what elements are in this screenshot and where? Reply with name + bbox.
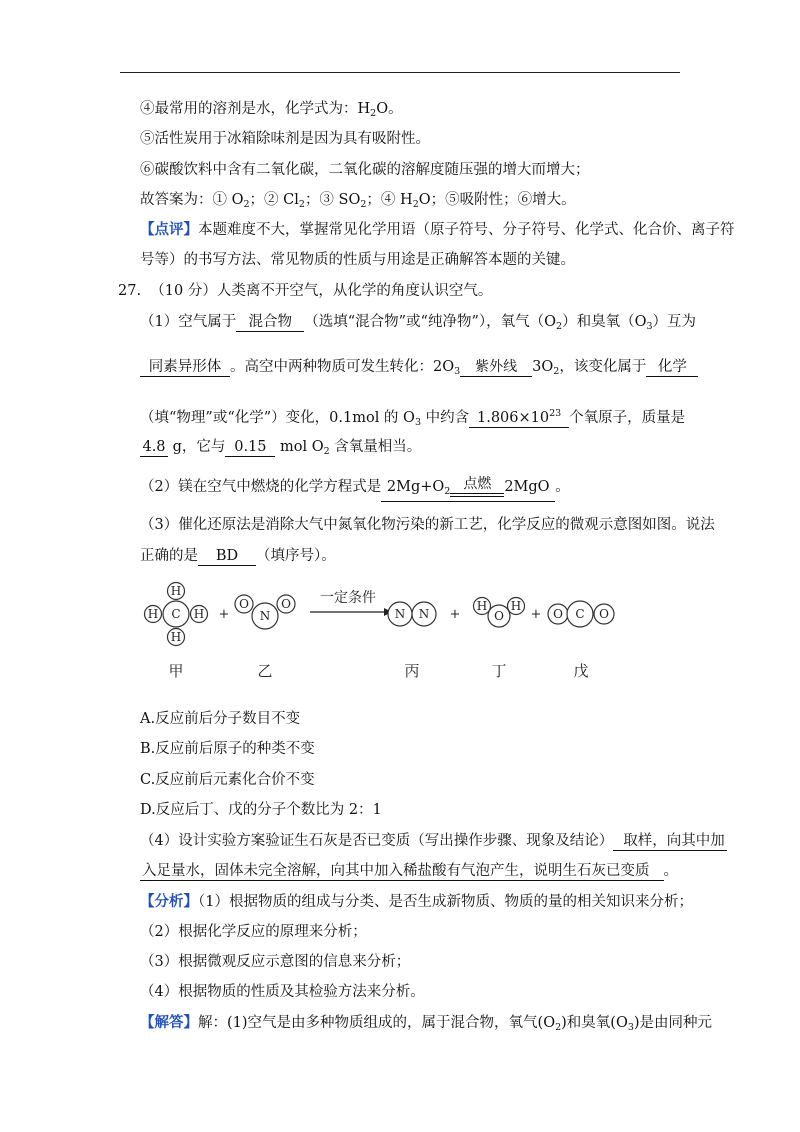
svg-text:N: N [394,607,406,621]
text-line-soda: ⑥碳酸饮料中含有二氧化碳，二氧化碳的溶解度随压强的增大而增大； [140,162,590,178]
svg-text:C: C [575,607,585,621]
label-ding: 丁 [491,662,507,680]
svg-text:N: N [259,609,271,623]
svg-text:+: + [530,607,542,622]
analysis-line-2: （2）根据化学反应的原理来分析； [140,924,367,940]
svg-text:O: O [553,607,563,621]
reaction-diagram [140,576,660,686]
reaction-arrow-uv: 紫外线 [460,359,532,377]
option-d: D.反应后丁、戊的分子个数比为 2：1 [140,802,382,818]
answer-blank-lime-2: 入足量水，固体未完全溶解，向其中加入稀盐酸有气泡产生，说明生石灰已变质 [140,862,664,881]
analysis-tag: 【分析】 [140,893,198,910]
reaction-condition-ignite: 点燃 [450,476,504,497]
option-c: C.反应前后元素化合价不变 [140,772,315,788]
q1-line-3: （填“物理”或“化学”）变化，0.1mol 的 $O_3$ 中约含 $1.806\times 10^{23}$ 个氧原子，质量是 [140,405,685,434]
molecule-nitrogen-dioxide [235,595,295,629]
molecule-water [474,598,525,628]
q3-line-1: （3）催化还原法是消除大气中氮氧化物污染的新工艺，化学反应的微观示意图如图。说法 [140,517,715,533]
q3-line-2: 正确的是 BD （填序号）。 [140,548,336,564]
q2-line: （2）镁在空气中燃烧的化学方程式是 $2Mg+O_2$ 点燃 2MgO 。 [140,476,570,502]
answer-blank-equation: $2Mg+O_2$ 点燃 2MgO [381,478,555,502]
analysis-line-1: 【分析】（1）根据物质的组成与分类、是否生成新物质、物质的量的相关知识来分析； [140,893,693,910]
svg-text:+: + [218,607,230,622]
svg-text:H: H [510,599,522,613]
answer-blank-atoms: $1.806\times 10^{23}$ [469,405,569,428]
svg-text:H: H [476,599,488,613]
q1-line-2: 同素异形体 。高空中两种物质可发生转化：$2O_3$ 紫外线 $3O_2$，该变化属于 化学 [140,356,698,383]
molecule-methane [145,583,208,646]
review-line-1: 【点评】本题难度不大，掌握常见化学用语（原子符号、分子符号、化学式、化合价、离子符 [140,221,735,238]
svg-text:H: H [147,607,159,621]
molecule-carbon-dioxide [548,601,614,627]
question-heading: 27. （10 分）人类离不开空气，从化学的角度认识空气。 [118,283,493,299]
answer-blank-lime-1: 取样，向其中加 [613,832,727,851]
review-line-2: 号等）的书写方法、常见物质的性质与用途是正确解答本题的关键。 [140,252,575,268]
svg-text:O: O [599,607,609,621]
svg-text:C: C [171,607,181,621]
review-tag: 【点评】 [140,221,198,238]
svg-text:N: N [418,607,430,621]
q1-line-4: 4.8 g，它与 0.15 mol $O_2$ 含氧量相当。 [140,436,421,463]
solution-tag: 【解答】 [140,1014,198,1031]
header-rule [120,72,680,73]
condition-arrow [310,590,392,616]
solution-line-1: 【解答】解：(1)空气是由多种物质组成的，属于混合物，氧气$(O_2)$和臭氧$(O_3)$是由同种元 [140,1014,713,1033]
option-b: B.反应前后原子的种类不变 [140,741,315,757]
svg-text:O: O [239,597,249,611]
label-yi: 乙 [257,662,273,680]
svg-text:一定条件: 一定条件 [320,590,376,606]
answer-blank-chemical: 化学 [646,358,698,377]
svg-text:+: + [449,607,461,622]
option-a: A.反应前后分子数目不变 [140,711,301,727]
analysis-line-4: （4）根据物质的性质及其检验方法来分析。 [140,984,425,1000]
answer-blank-mol: 0.15 [225,438,275,457]
q1-line-1: （1）空气属于 混合物 （选填“混合物”或“纯净物”），氧气$(O_2)$和臭氧$(O_3)$互为 [140,314,697,332]
molecule-nitrogen [388,602,436,626]
answer-blank-mass: 4.8 [140,438,168,457]
svg-text:H: H [170,584,182,598]
svg-text:H: H [193,607,205,621]
answer-blank-mixture: 混合物 [236,313,304,332]
q4-line-1: （4）设计实验方案验证生石灰是否已变质（写出操作步骤、现象及结论） 取样，向其中加 [140,833,725,849]
label-jia: 甲 [168,662,184,680]
text-line-charcoal: ⑤活性炭用于冰箱除味剂是因为具有吸附性。 [140,131,430,147]
answer-summary-line: 故答案为：① $O_2$；② $Cl_2$；③ $SO_2$；④ $H_2O$；⑤吸附性；⑥增大。 [140,192,576,210]
label-bing: 丙 [404,662,420,680]
answer-blank-choice: BD [198,547,256,566]
label-wu: 戊 [573,662,589,680]
svg-text:H: H [170,630,182,644]
text-line-water: ④最常用的溶剂是水，化学式为：$H_2O$。 [140,101,403,119]
analysis-line-3: （3）根据微观反应示意图的信息来分析； [140,954,411,970]
q4-line-2: 入足量水，固体未完全溶解，向其中加入稀盐酸有气泡产生，说明生石灰已变质 。 [142,863,678,879]
svg-text:O: O [494,609,504,623]
svg-text:O: O [281,597,291,611]
answer-blank-allotrope: 同素异形体 [140,358,230,377]
